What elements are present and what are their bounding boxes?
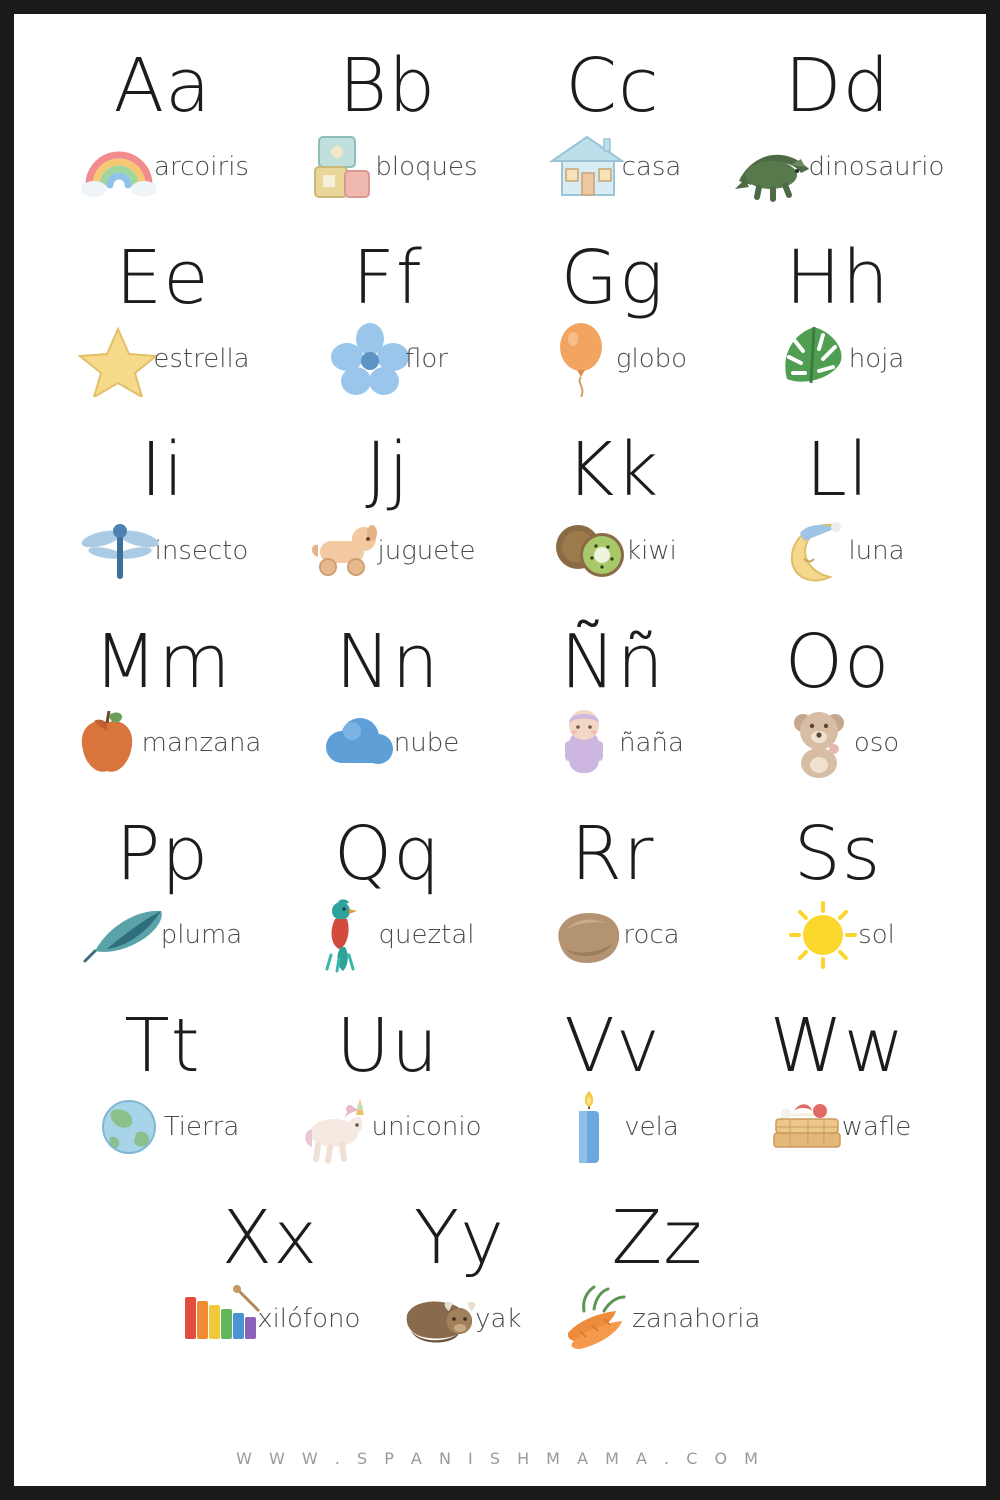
letter-x: Xx: [221, 1195, 319, 1281]
apple-icon: [64, 705, 150, 781]
word-row-c: [500, 129, 725, 205]
word-label-a: arcoiris: [154, 151, 249, 182]
alphabet-cell-r: [500, 811, 725, 1008]
xylophone-icon: [179, 1281, 265, 1357]
word-label-g: globo: [615, 343, 688, 374]
word-label-n: nube: [393, 727, 460, 758]
alphabet-cell-f: [275, 235, 500, 432]
alphabet-cell-m: [50, 619, 275, 816]
feather-icon: [83, 897, 169, 973]
alphabet-cell-i: [50, 427, 275, 624]
word-row-u: [275, 1089, 500, 1165]
alphabet-cell-u: [275, 1003, 500, 1200]
word-label-w: wafle: [841, 1111, 912, 1142]
word-row-o: [725, 705, 950, 781]
rainbow-icon: [76, 129, 162, 205]
word-row-z: [554, 1281, 760, 1357]
alphabet-cell-h: [725, 235, 950, 432]
letter-p: Pp: [115, 811, 210, 897]
alphabet-cell-p: [50, 811, 275, 1008]
baby-icon: [541, 705, 627, 781]
alphabet-cell-empty: [760, 1200, 950, 1392]
letter-o: Oo: [784, 619, 891, 705]
letter-l: Ll: [805, 427, 870, 513]
letter-v: Vv: [564, 1003, 661, 1089]
word-label-y: yak: [475, 1303, 522, 1334]
letter-n: Nn: [335, 619, 440, 705]
alphabet-cell-y: [365, 1195, 555, 1392]
moon-icon: [770, 513, 856, 589]
word-label-l: luna: [848, 535, 905, 566]
sun-icon: [780, 897, 866, 973]
letter-b: Bb: [338, 43, 437, 129]
word-label-q: queztal: [378, 919, 475, 950]
letter-m: Mm: [93, 619, 232, 705]
letter-d: Dd: [784, 43, 891, 129]
word-label-j: juguete: [377, 535, 476, 566]
alphabet-cell-n: [275, 619, 500, 816]
word-row-f: [275, 321, 500, 397]
word-label-k: kiwi: [626, 535, 677, 566]
waffle-icon: [764, 1089, 850, 1165]
kiwi-icon: [548, 513, 634, 589]
cloud-icon: [316, 705, 402, 781]
word-row-e: [50, 321, 275, 397]
unicorn-icon: [294, 1089, 380, 1165]
word-row-j: [275, 513, 500, 589]
alphabet-cell-t: [50, 1003, 275, 1200]
word-label-e: estrella: [153, 343, 250, 374]
word-label-i: insecto: [154, 535, 249, 566]
alphabet-cell-k: [500, 427, 725, 624]
word-row-h: [725, 321, 950, 397]
word-row-b: [275, 129, 500, 205]
alphabet-cell-s: [725, 811, 950, 1008]
letter-u: Uu: [335, 1003, 440, 1089]
word-row-d: [725, 129, 950, 205]
word-label-enye: ñaña: [619, 727, 684, 758]
balloon-icon: [538, 321, 624, 397]
letter-z: Zz: [611, 1195, 704, 1281]
alphabet-grid: [50, 43, 950, 1200]
word-row-v: [500, 1089, 725, 1165]
word-label-b: bloques: [375, 151, 478, 182]
word-row-y: [365, 1281, 555, 1357]
alphabet-cell-g: [500, 235, 725, 432]
word-label-o: oso: [853, 727, 900, 758]
word-row-l: [725, 513, 950, 589]
letter-f: Ff: [352, 235, 423, 321]
alphabet-cell-j: [275, 427, 500, 624]
word-label-m: manzana: [141, 727, 262, 758]
footer-website: W W W . S P A N I S H M A M A . C O M: [236, 1449, 764, 1468]
earth-icon: [86, 1089, 172, 1165]
word-label-h: hoja: [848, 343, 905, 374]
word-row-r: [500, 897, 725, 973]
letter-g: Gg: [560, 235, 665, 321]
letter-q: Qq: [333, 811, 442, 897]
rock-icon: [545, 897, 631, 973]
word-row-enye: [500, 705, 725, 781]
alphabet-cell-d: [725, 43, 950, 240]
word-row-w: [725, 1089, 950, 1165]
word-row-n: [275, 705, 500, 781]
letter-r: Rr: [570, 811, 655, 897]
letter-y: Yy: [413, 1195, 505, 1281]
word-label-p: pluma: [160, 919, 243, 950]
word-row-g: [500, 321, 725, 397]
poster-inner: [14, 14, 986, 1486]
alphabet-cell-w: [725, 1003, 950, 1200]
bear-icon: [776, 705, 862, 781]
word-row-k: [500, 513, 725, 589]
alphabet-cell-x: [175, 1195, 365, 1392]
word-row-s: [725, 897, 950, 973]
alphabet-cell-q: [275, 811, 500, 1008]
word-label-x: xilófono: [257, 1303, 361, 1334]
alphabet-cell-l: [725, 427, 950, 624]
letter-t: Tt: [124, 1003, 201, 1089]
alphabet-cell-z: [554, 1195, 761, 1392]
flower-icon: [327, 321, 413, 397]
star-icon: [75, 321, 161, 397]
word-label-v: vela: [624, 1111, 679, 1142]
word-row-p: [50, 897, 275, 973]
house-icon: [544, 129, 630, 205]
word-label-u: uniconio: [371, 1111, 482, 1142]
alphabet-cell-c: [500, 43, 725, 240]
word-row-t: [50, 1089, 275, 1165]
quetzal-bird-icon: [301, 897, 387, 973]
alphabet-cell-e: [50, 235, 275, 432]
letter-j: Jj: [365, 427, 410, 513]
letter-enye: Ññ: [560, 619, 665, 705]
leaf-icon: [771, 321, 857, 397]
dinosaur-icon: [731, 129, 817, 205]
alphabet-cell-enye: [500, 619, 725, 816]
yak-icon: [397, 1281, 483, 1357]
letter-h: Hh: [785, 235, 890, 321]
alphabet-cell-v: [500, 1003, 725, 1200]
letter-k: Kk: [565, 427, 660, 513]
word-row-i: [50, 513, 275, 589]
word-label-r: roca: [623, 919, 680, 950]
toy-dog-icon: [300, 513, 386, 589]
word-label-d: dinosaurio: [808, 151, 945, 182]
blocks-icon: [297, 129, 383, 205]
alphabet-cell-o: [725, 619, 950, 816]
letter-i: Ii: [140, 427, 185, 513]
letter-c: Cc: [565, 43, 660, 129]
word-row-q: [275, 897, 500, 973]
word-label-z: zanahoria: [632, 1303, 761, 1334]
letter-e: Ee: [115, 235, 210, 321]
alphabet-cell-b: [275, 43, 500, 240]
word-row-x: [175, 1281, 365, 1357]
alphabet-grid-last-row: [50, 1195, 950, 1392]
word-row-m: [50, 705, 275, 781]
letter-s: Ss: [793, 811, 882, 897]
word-label-f: flor: [405, 343, 448, 374]
letter-w: Ww: [769, 1003, 906, 1089]
word-row-a: [50, 129, 275, 205]
word-label-s: sol: [858, 919, 895, 950]
carrot-icon: [554, 1281, 640, 1357]
candle-icon: [546, 1089, 632, 1165]
word-label-t: Tierra: [163, 1111, 240, 1142]
dragonfly-icon: [77, 513, 163, 589]
word-label-c: casa: [621, 151, 682, 182]
letter-a: Aa: [113, 43, 212, 129]
alphabet-cell-a: [50, 43, 275, 240]
